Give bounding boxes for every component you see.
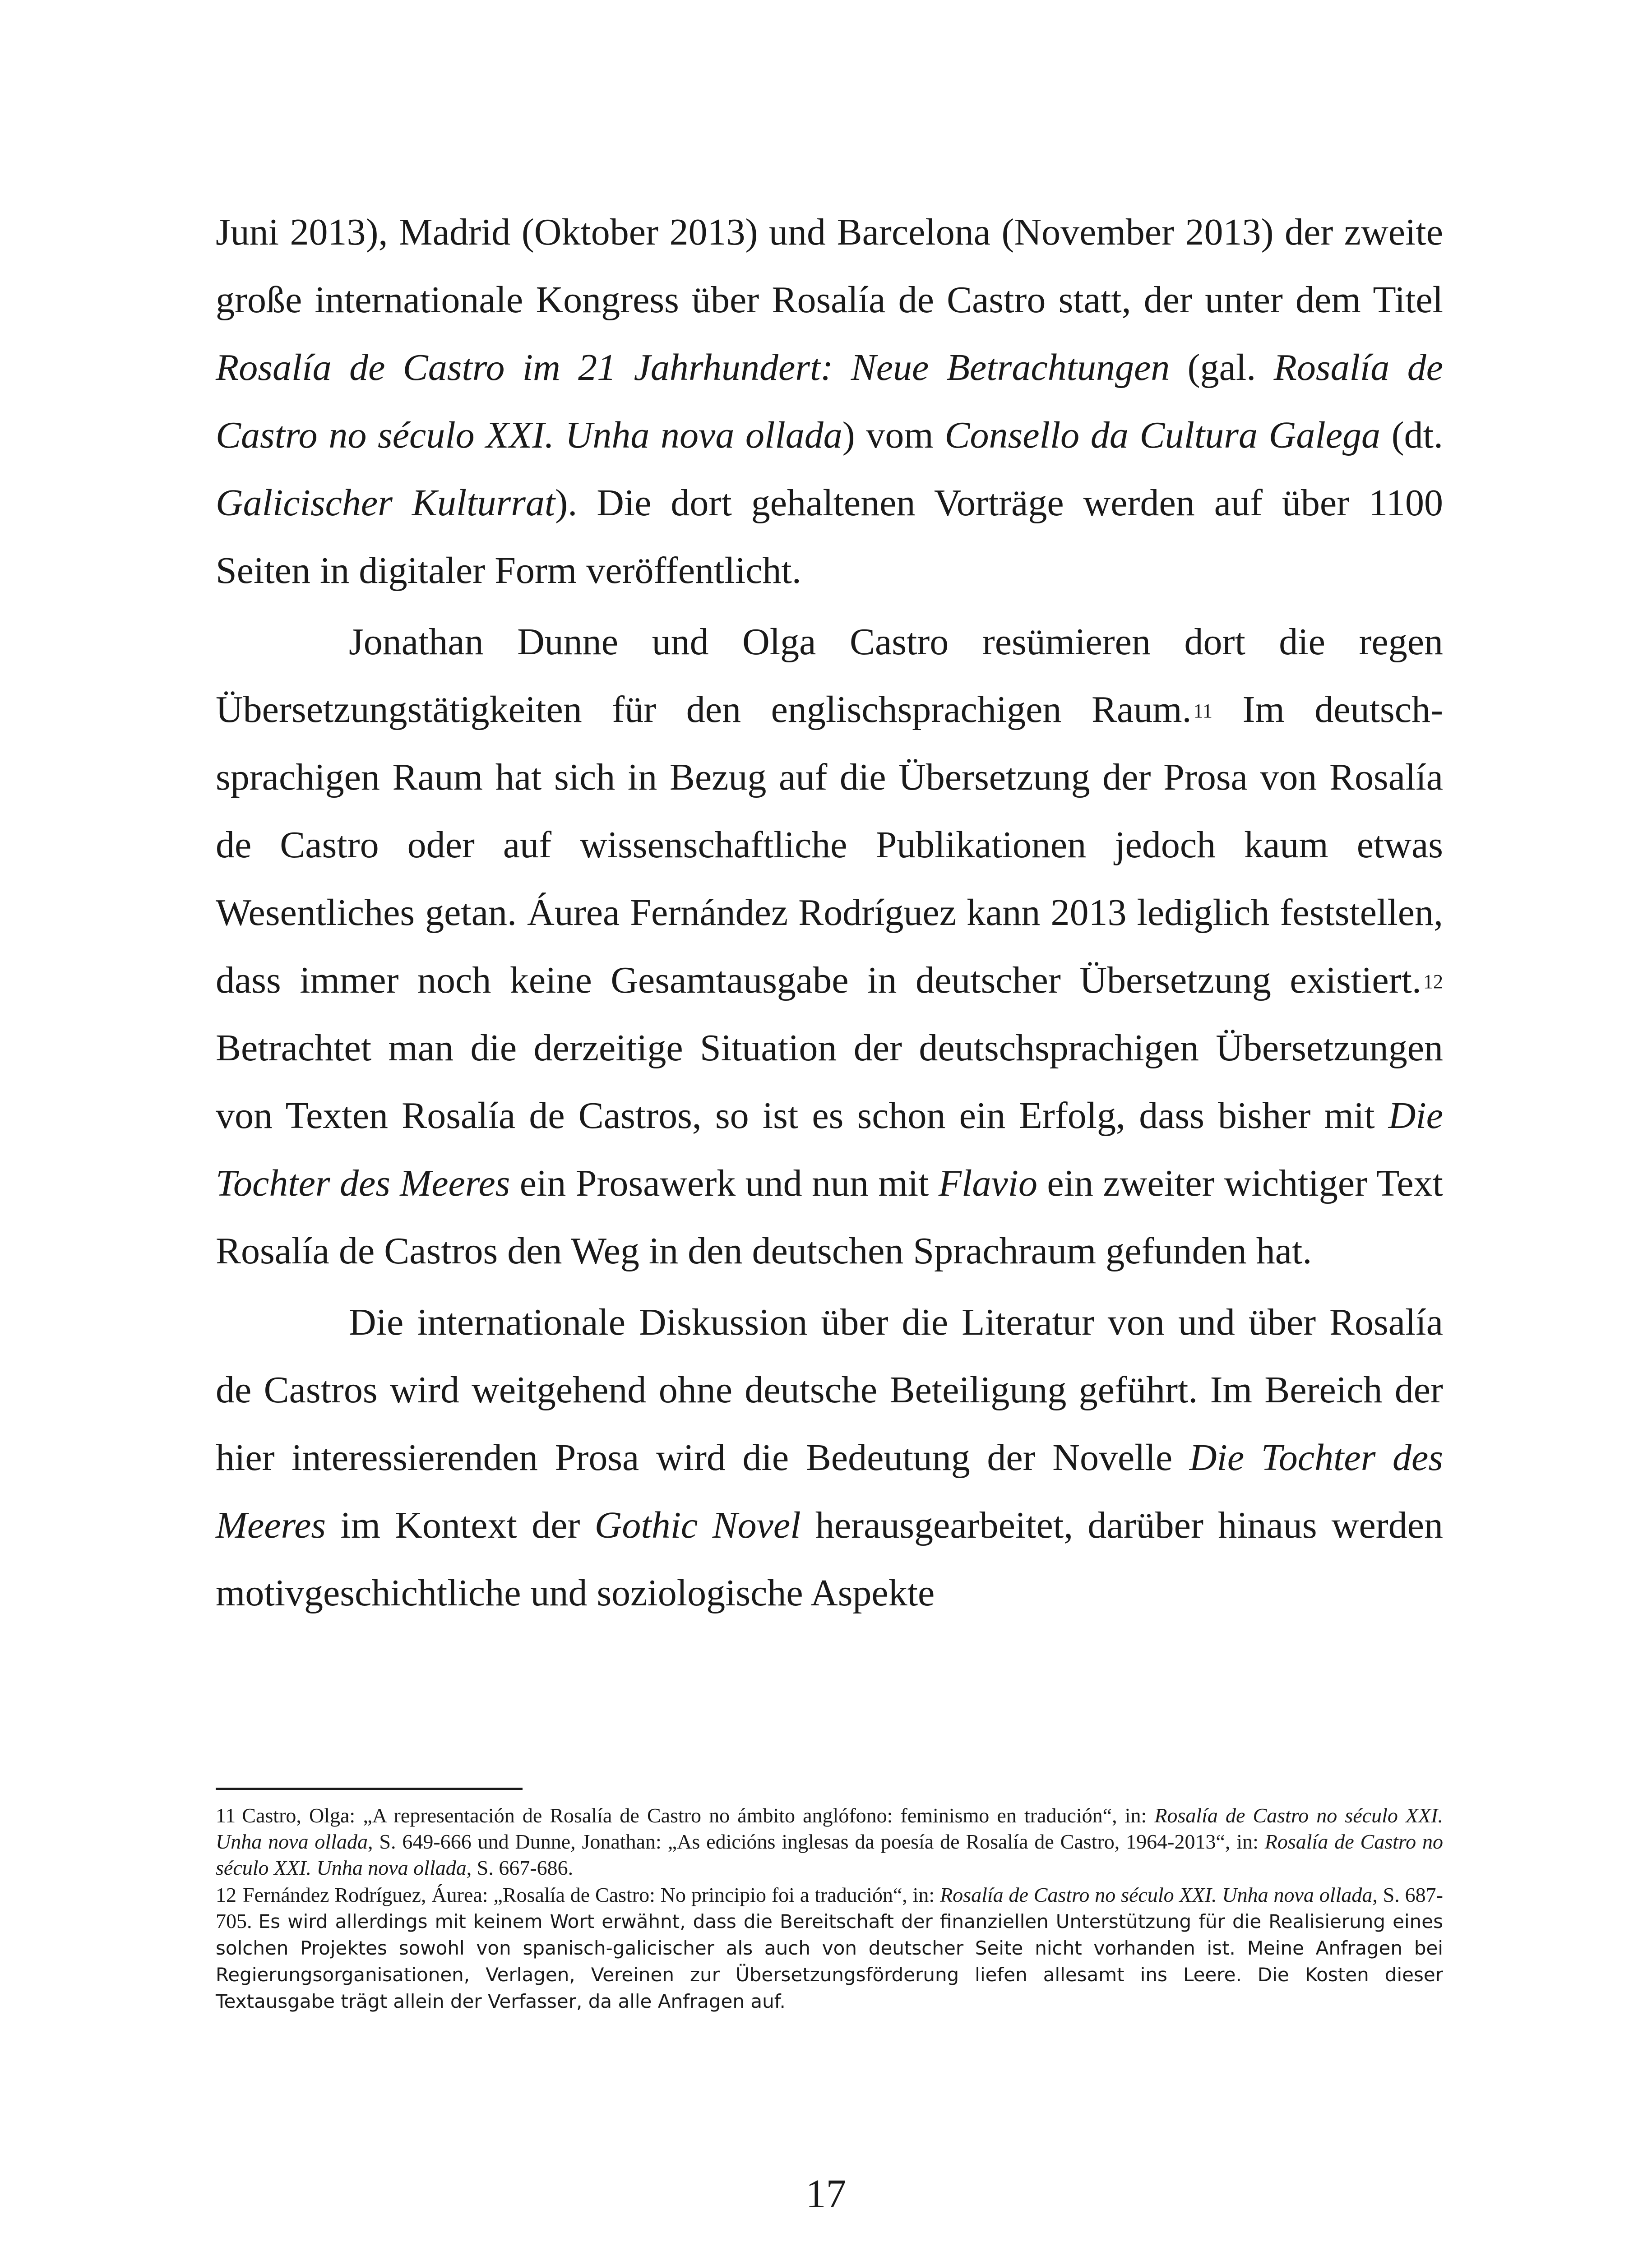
italic-title: Gothic Novel: [594, 1504, 801, 1546]
italic-title: Consello da Cultura Galega: [944, 414, 1380, 456]
text-run: , S. 649-666 und Dunne, Jonathan: „As edicións inglesas da poesía de Rosalía de Castro, 1964-2013“, in:: [368, 1830, 1265, 1853]
footnote-11: [216, 1803, 1443, 1881]
text-run: , S. 687-705.: [216, 1883, 1443, 1932]
text-run: Juni 2013), Madrid (Oktober 2013) und Barcelona (November 2013) der zweite große internationale Kongress über Rosalía de Castro statt, der unter dem Titel: [216, 211, 1443, 321]
italic-title: Die Tochter des Meeres: [216, 1437, 1444, 1546]
text-run: (gal.: [1170, 347, 1274, 388]
text-run: Castro, Olga: „A representación de Rosalía de Castro no ámbito anglófono: feminismo en tradución“, in:: [242, 1804, 1155, 1827]
text-run: Betrachtet man die derzeitige Situation der deutschsprachigen Übersetzungen von Texten Rosalía de Castros, so ist es schon ein Erfolg, dass bisher mit: [216, 1027, 1443, 1137]
italic-title: Rosalía de Castro no século XXI. Unha nova ollada: [216, 1830, 1443, 1879]
footnotes: [216, 1803, 1443, 2015]
footnote-number: 12: [216, 1883, 236, 1906]
italic-title: Galicischer Kulturrat: [216, 482, 555, 524]
text-run: (dt.: [1380, 414, 1444, 456]
footnote-12: [216, 1882, 1443, 2015]
main-text: [216, 199, 1443, 1627]
footnote-reference[interactable]: 12: [1423, 971, 1443, 993]
paragraph-2: [216, 608, 1443, 1285]
italic-title: Flavio: [938, 1162, 1038, 1204]
text-run: ein Prosawerk und nun mit: [510, 1162, 939, 1204]
italic-title: Rosalía de Castro im 21 Jahrhundert: Neue Betrachtungen: [216, 347, 1170, 388]
text-run: ). Die dort gehaltenen Vorträge werden auf über 1100 Seiten in digitaler Form veröffentlicht.: [216, 482, 1444, 592]
italic-title: Rosalía de Castro no século XXI. Unha nova ollada: [216, 1804, 1443, 1853]
italic-title: Rosalía de Castro no século XXI. Unha nova ollada: [216, 347, 1443, 456]
footnote-number: 11: [216, 1804, 236, 1827]
text-run: ) vom: [842, 414, 945, 456]
text-run: Es wird allerdings mit keinem Wort erwähnt, dass die Bereitschaft der finanziellen Unterstützung für die Realisierung eines solchen Projektes sowohl von spanisch-galicischer als auch von deutscher Seite nicht vorhanden ist. Meine Anfragen bei Regierungsorganisationen, Verlagen, Vereinen zur Übersetzungsförderung liefen allesamt ins Leere. Die Kosten dieser Textausgabe trägt allein der Verfasser, da alle Anfragen auf.: [216, 1910, 1444, 2012]
text-run: im Kontext der: [326, 1504, 595, 1546]
text-run: Die internationale Diskussion über die Literatur von und über Rosalía de Castros wird weitgehend ohne deutsche Beteiligung geführt. Im Bereich der hier interessierenden Prosa wird die Bedeutung der Novelle: [216, 1301, 1443, 1479]
page-number: 17: [805, 2172, 847, 2216]
text-run: Fernández Rodríguez, Áurea: „Rosalía de Castro: No principio foi a tradución“, in:: [243, 1883, 940, 1906]
text-run: Im deutschsprachigen Raum hat sich in Bezug auf die Übersetzung der Prosa von Rosalía de Castro oder auf wissenschaftliche Publikationen jedoch kaum etwas Wesentliches getan. Áurea Fernández Rodríguez kann 2013 lediglich feststellen, dass immer noch keine Gesamtausgabe in deutscher Übersetzung existiert.: [216, 689, 1443, 1001]
text-run: ein zweiter wichtiger Text Rosalía de Castros den Weg in den deutschen Sprachraum gefunden hat.: [216, 1162, 1444, 1272]
footnote-divider: [216, 1788, 523, 1790]
italic-title: Rosalía de Castro no século XXI. Unha nova ollada: [940, 1883, 1373, 1906]
paragraph-1: [216, 199, 1443, 605]
paragraph-3: [216, 1289, 1443, 1627]
footnote-reference[interactable]: 11: [1193, 700, 1212, 722]
text-run: , S. 667-686.: [466, 1856, 574, 1879]
italic-title: Die Tochter des Meeres: [216, 1095, 1443, 1204]
text-run: herausgearbeitet, darüber hinaus werden motivgeschichtliche und soziologische Aspekte: [216, 1504, 1443, 1614]
text-run: Jonathan Dunne und Olga Castro resümieren dort die regen Übersetzungstätigkeiten für den englischsprachigen Raum.: [216, 621, 1443, 730]
